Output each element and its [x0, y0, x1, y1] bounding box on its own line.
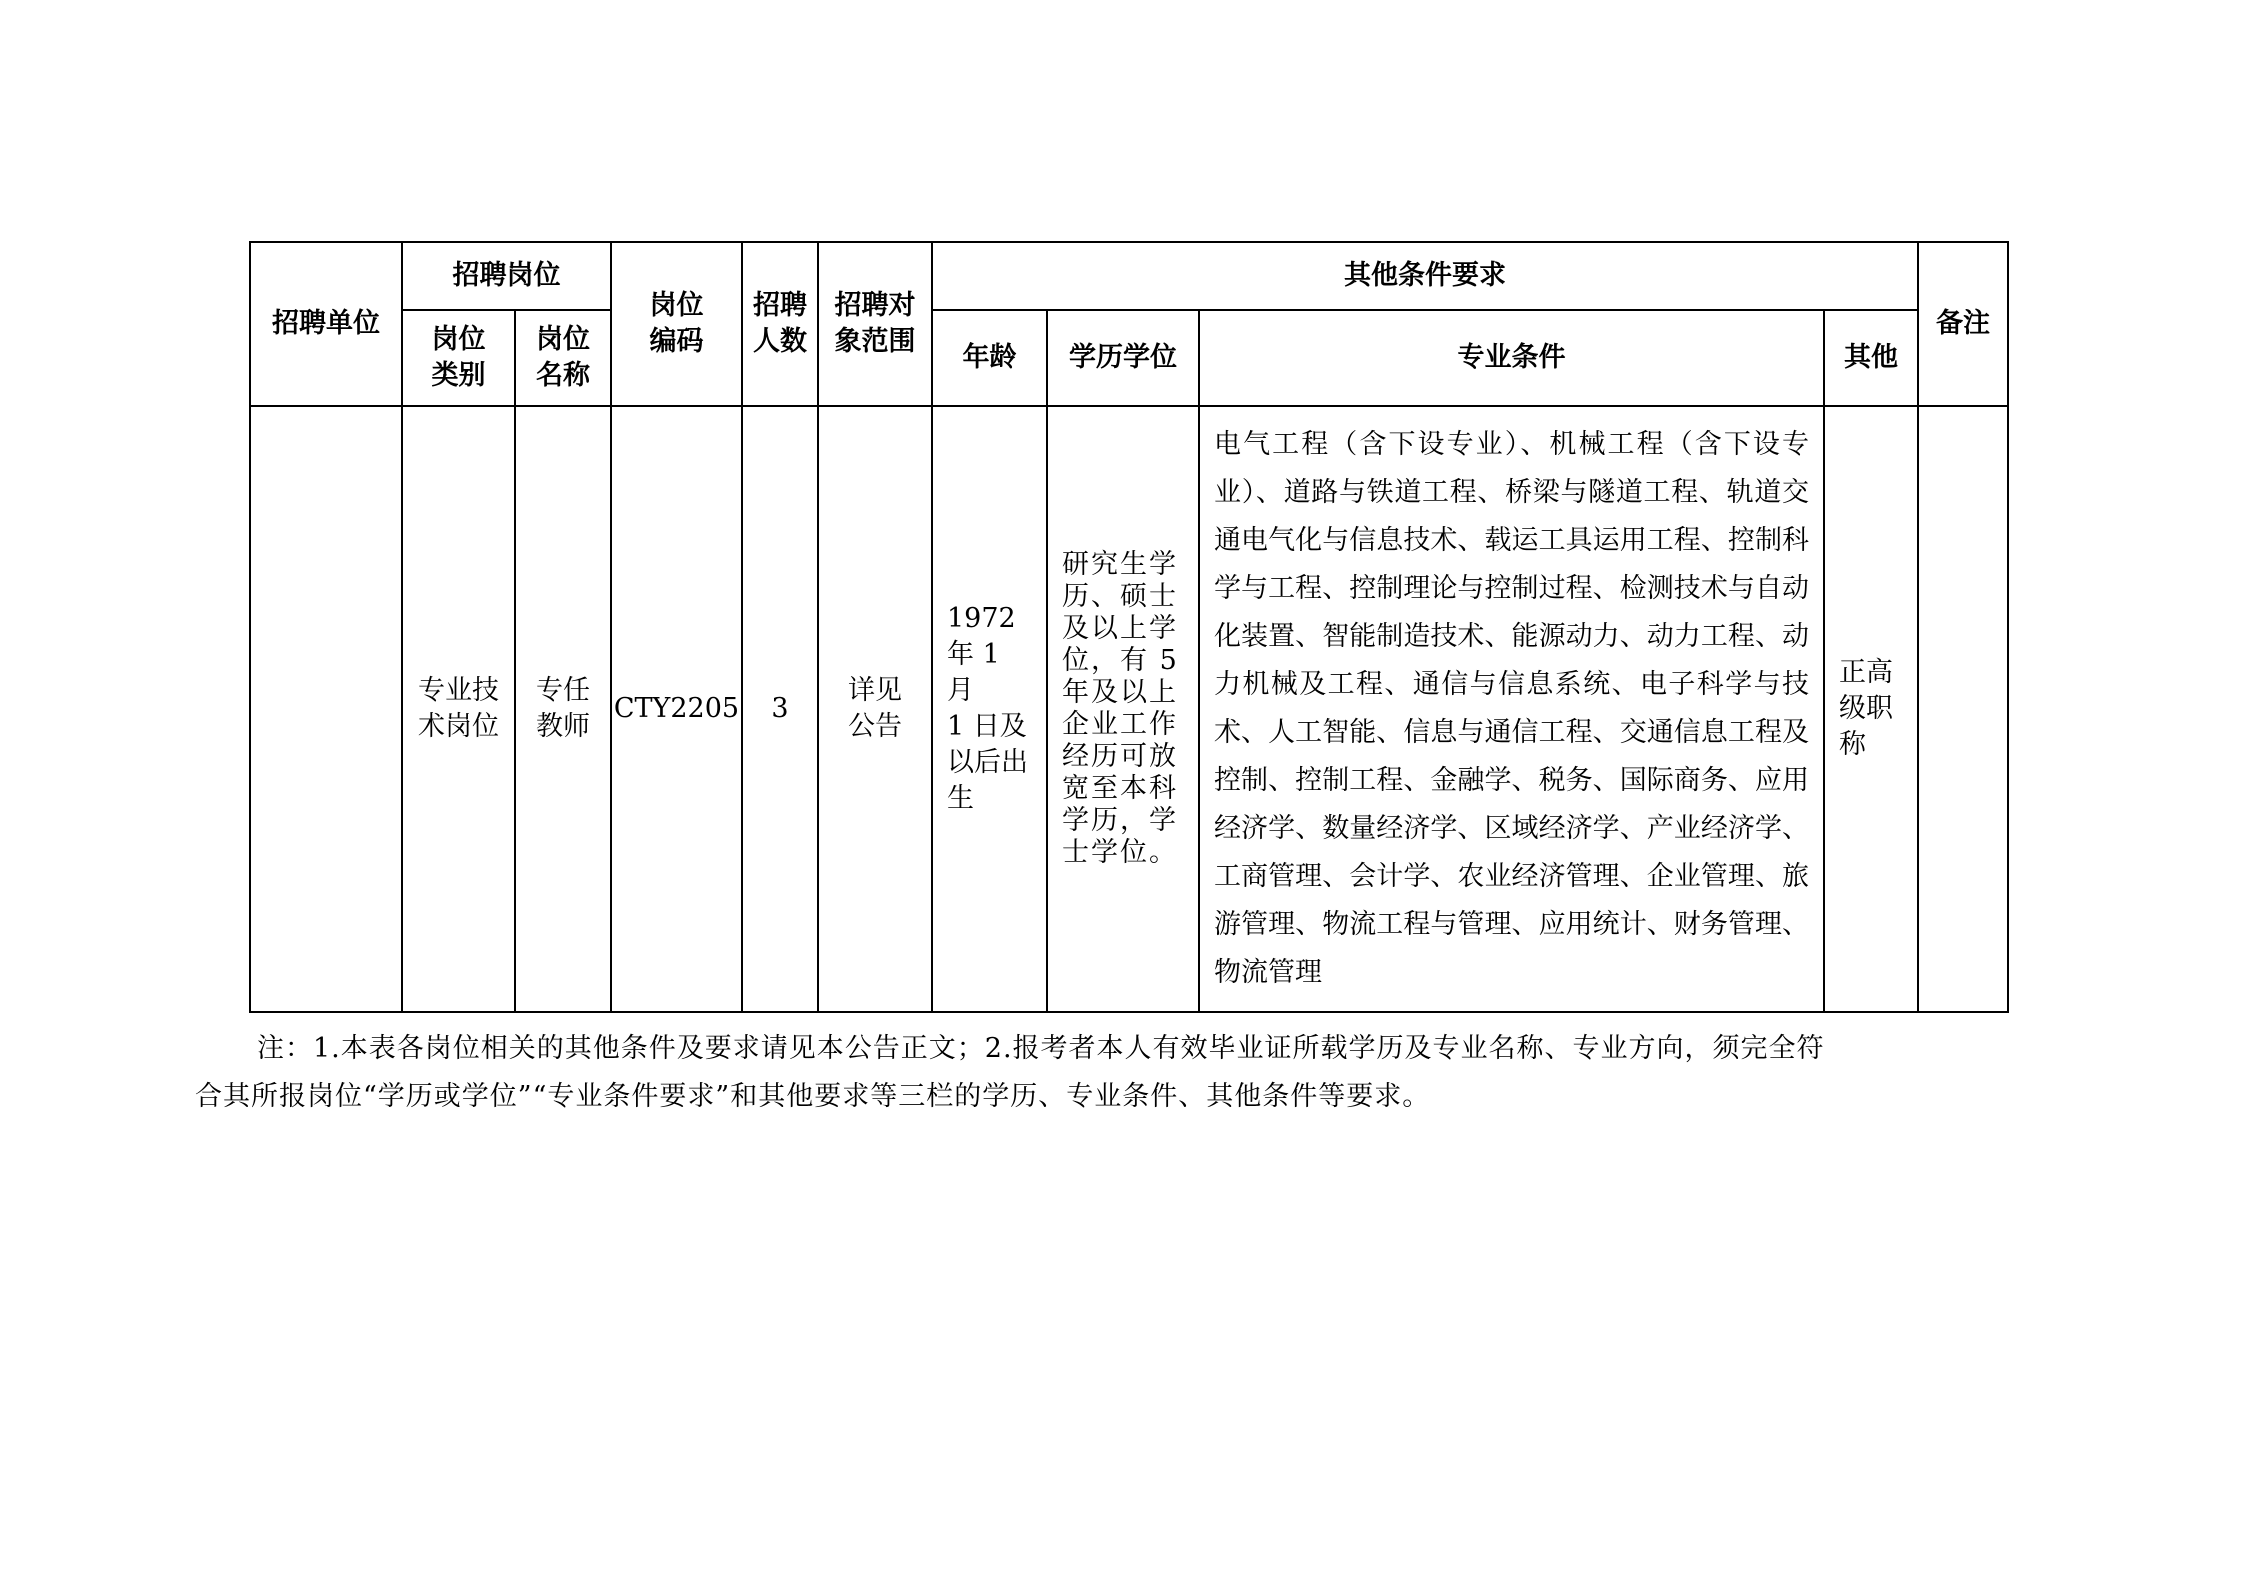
header-other-requirements: 其他条件要求	[932, 242, 1918, 310]
header-post-type	[402, 310, 515, 406]
cell-post-name-line: 教师	[536, 711, 590, 742]
cell-scope	[818, 406, 932, 1012]
header-other: 其他	[1824, 310, 1918, 406]
cell-education-line: 研究生学	[1062, 549, 1178, 580]
header-row-2	[250, 310, 2008, 406]
cell-education	[1047, 406, 1199, 1012]
header-post-name-line: 岗位	[536, 324, 590, 355]
table-row	[250, 406, 2008, 1012]
header-post-group: 招聘岗位	[402, 242, 611, 310]
cell-age	[932, 406, 1047, 1012]
cell-education-line: 经历可放	[1062, 741, 1178, 772]
header-scope	[818, 242, 932, 406]
cell-education-line: 企业工作	[1062, 709, 1178, 740]
cell-post-name	[515, 406, 611, 1012]
cell-age-line: 年 1 月	[947, 639, 1000, 706]
header-remark: 备注	[1918, 242, 2008, 406]
cell-education-line: 位，有 5	[1062, 645, 1179, 676]
header-post-type-line: 类别	[431, 360, 486, 391]
cell-education-line: 学历，学	[1062, 805, 1178, 836]
footnote-line-2: 合其所报岗位“学历或学位”“专业条件要求”和其他要求等三栏的学历、专业条件、其他条件等要求。	[195, 1081, 1431, 1112]
cell-education-line: 历、硕士	[1062, 581, 1178, 612]
header-scope-line: 招聘对	[834, 290, 916, 321]
cell-remark	[1918, 406, 2008, 1012]
cell-other-line: 级职	[1839, 693, 1893, 724]
header-education: 学历学位	[1047, 310, 1199, 406]
cell-post-type-line: 术岗位	[418, 711, 499, 742]
cell-count: 3	[742, 406, 818, 1012]
cell-post-name-line: 专任	[536, 675, 590, 706]
header-count-line: 人数	[753, 326, 807, 357]
cell-other-line: 正高	[1839, 657, 1893, 688]
cell-education-line: 宽至本科	[1062, 773, 1178, 804]
cell-scope-line: 公告	[848, 711, 902, 742]
cell-scope-line: 详见	[848, 675, 902, 706]
cell-age-line: 生	[947, 783, 974, 814]
cell-post-code: CTY2205	[611, 406, 742, 1012]
header-unit: 招聘单位	[250, 242, 402, 406]
header-count	[742, 242, 818, 406]
cell-unit	[250, 406, 402, 1012]
cell-education-line: 年及以上	[1062, 677, 1178, 708]
header-post-code-line: 岗位	[649, 290, 704, 321]
cell-other	[1824, 406, 1918, 1012]
cell-age-line: 1972	[947, 603, 1016, 634]
recruitment-table	[249, 241, 2009, 1013]
header-age: 年龄	[932, 310, 1047, 406]
header-post-name	[515, 310, 611, 406]
header-count-line: 招聘	[753, 290, 807, 321]
header-post-code-line: 编码	[649, 326, 704, 357]
header-post-type-line: 岗位	[431, 324, 486, 355]
cell-education-line: 士学位。	[1062, 837, 1178, 868]
header-post-code	[611, 242, 742, 406]
cell-age-line: 以后出	[947, 747, 1028, 778]
cell-other-line: 称	[1839, 729, 1866, 760]
header-row-1	[250, 242, 2008, 310]
cell-education-line: 及以上学	[1062, 613, 1178, 644]
cell-age-line: 1 日及	[947, 711, 1027, 742]
header-post-name-line: 名称	[536, 360, 590, 391]
header-scope-line: 象范围	[834, 326, 916, 357]
footnote-line-1: 注：1.本表各岗位相关的其他条件及要求请见本公告正文；2.报考者本人有效毕业证所载学历及专业名称、专业方向，须完全符	[257, 1033, 1825, 1064]
footnote	[195, 1025, 2055, 1121]
cell-post-type	[402, 406, 515, 1012]
cell-major: 电气工程（含下设专业）、机械工程（含下设专业）、道路与铁道工程、桥梁与隧道工程、轨道交通电气化与信息技术、载运工具运用工程、控制科学与工程、控制理论与控制过程、检测技术与自动化装置、智能制造技术、能源动力、动力工程、动力机械及工程、通信与信息系统、电子科学与技术、人工智能、信息与通信工程、交通信息工程及控制、控制工程、金融学、税务、国际商务、应用经济学、数量经济学、区域经济学、产业经济学、工商管理、会计学、农业经济管理、企业管理、旅游管理、物流工程与管理、应用统计、财务管理、物流管理	[1199, 406, 1824, 1012]
header-major: 专业条件	[1199, 310, 1824, 406]
cell-post-type-line: 专业技	[418, 675, 499, 706]
